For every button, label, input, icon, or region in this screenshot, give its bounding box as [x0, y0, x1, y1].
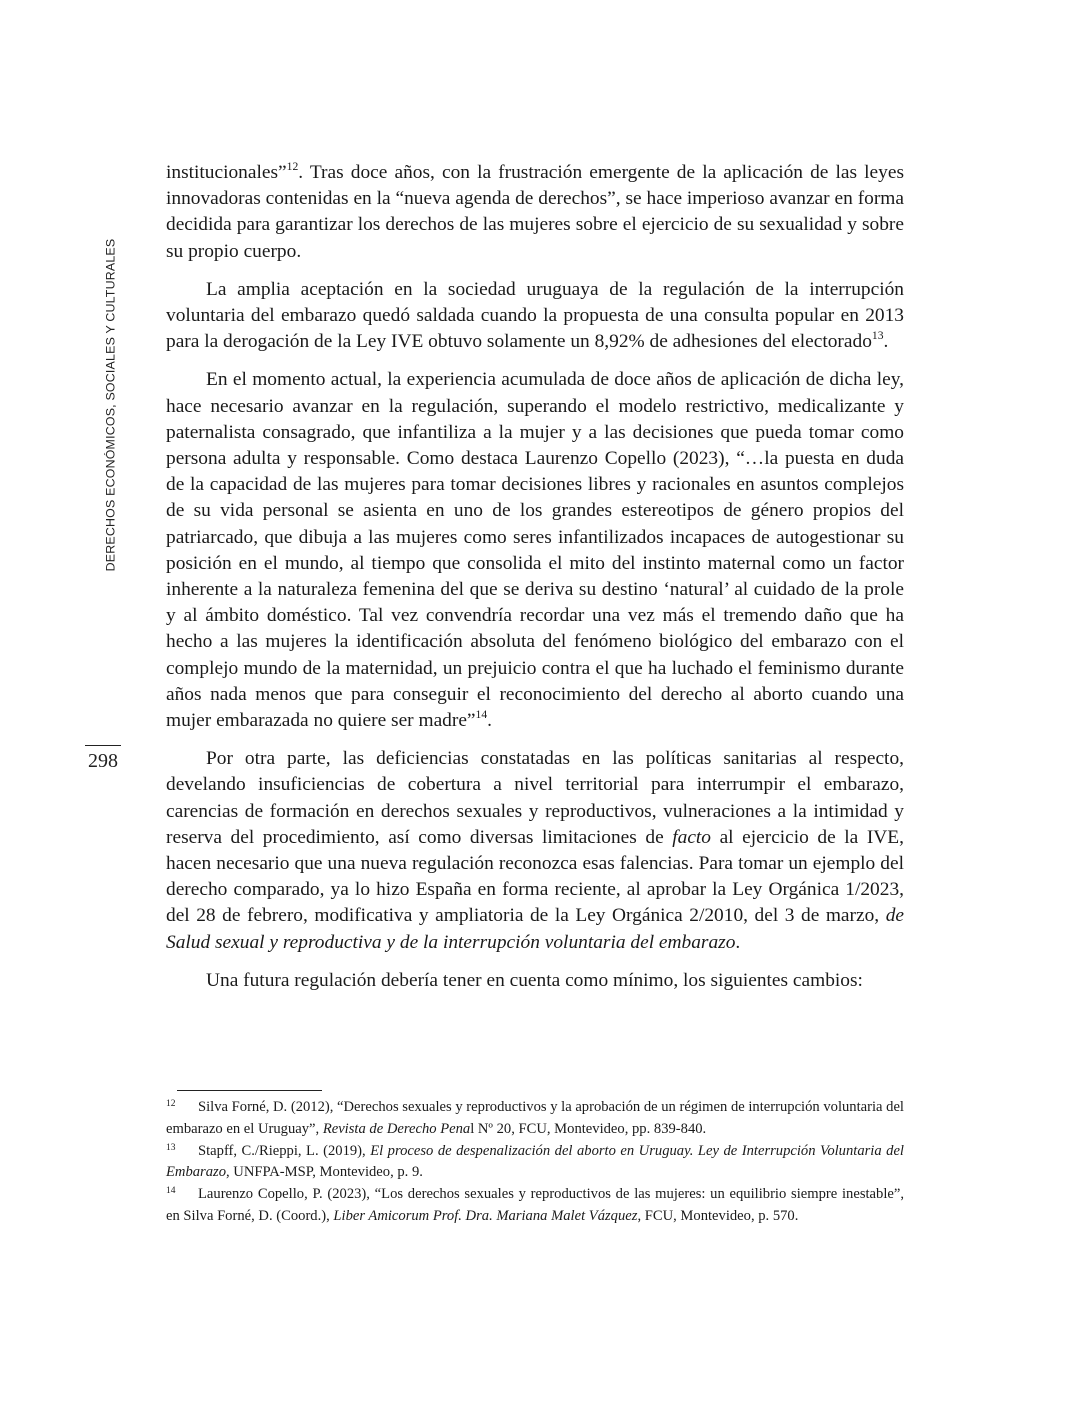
text-run: Stapff, C./Rieppi, L. (2019),	[198, 1142, 371, 1159]
page-number-rule	[85, 745, 121, 746]
text-run: Una futura regulación debería tener en cuenta como mínimo, los siguientes cambios:	[206, 969, 863, 991]
paragraph	[166, 160, 904, 265]
text-run: institucionales”	[166, 162, 287, 183]
text-run: Laurenzo Copello, P. (2023), “Los derechos sexuales y reproductivos de las mujeres: un equilibrio siempre inestable”, en Silva Forné, D. (Coord.),	[166, 1186, 904, 1224]
italic-text: El proceso de despenalización del aborto en Uruguay. Ley de Interrupción Voluntaria del Embarazo	[166, 1142, 904, 1181]
text-run: Silva Forné, D. (2012), “Derechos sexuales y reproductivos y la aprobación de un régimen de interrupción voluntaria del embarazo en el Uruguay”,	[166, 1099, 904, 1137]
footnote: 14 Laurenzo Copello, P. (2023), “Los derechos sexuales y reproductivos de las mujeres: un equilibrio siempre inestable”, en Silva Forné, D. (Coord.), Liber Amicorum Prof. Dra. Mariana Malet Vázquez, FCU, Montevideo, p. 570.	[166, 1186, 904, 1224]
text-run: . Tras doce años, con la frustración emergente de la aplicación de las leyes innovadoras contenidas en la “nueva agenda de derechos”, se hace imperioso avanzar en forma decidida para garantizar los derechos de las mujeres sobre el ejercicio de su sexualidad y sobre su propio cuerpo.	[166, 162, 904, 262]
footnote: 13 Stapff, C./Rieppi, L. (2019), El proceso de despenalización del aborto en Uruguay. Ley de Interrupción Voluntaria del Embarazo, UNFPA-MSP, Montevideo, p. 9.	[166, 1142, 904, 1181]
footnote-ref: 12	[286, 159, 299, 173]
footnotes	[166, 1097, 904, 1228]
italic-text: Liber Amicorum Prof. Dra. Mariana Malet Vázquez	[333, 1207, 638, 1224]
paragraph	[166, 968, 904, 994]
footnote: 12 Silva Forné, D. (2012), “Derechos sexuales y reproductivos y la aprobación de un régimen de interrupción voluntaria del embarazo en el Uruguay”, Revista de Derecho Penal Nº 20, FCU, Montevideo, pp. 839-840.	[166, 1099, 904, 1137]
running-head	[62, 238, 158, 572]
text-run: .	[735, 931, 741, 953]
italic-text: de Salud sexual y reproductiva y de la interrupción voluntaria del embarazo	[166, 905, 904, 953]
footnote-separator	[177, 1090, 322, 1091]
italic-text: facto	[672, 826, 712, 848]
italic-text: Revista de Derecho Pena	[322, 1120, 471, 1137]
text-run: .	[883, 331, 889, 353]
footnote-ref: 13	[871, 329, 884, 343]
running-head-text: DERECHOS ECONÓMICOS, SOCIALES Y CULTURALES	[103, 238, 118, 572]
page-number: 298	[88, 750, 118, 772]
text-run: l Nº 20, FCU, Montevideo, pp. 839-840.	[470, 1120, 707, 1137]
paragraph	[166, 367, 904, 734]
text-run: Por otra parte, las deficiencias constatadas en las políticas sanitarias al respecto, develando insuficiencias de cobertura a nivel territorial para interrumpir el embarazo, carencias de formación en derechos sexuales y reproductivos, vulneraciones a la intimidad y reserva del procedimiento, así como diversas limitaciones de	[166, 748, 904, 848]
text-run: al ejercicio de la IVE, hacen necesario que una nueva regulación reconozca esas falencias. Para tomar un ejemplo del derecho comparado, ya lo hizo España en forma reciente, al aprobar la Ley Orgánica 1/2023, del 28 de febrero, modificativa y ampliatoria de la Ley Orgánica 2/2010, del 3 de marzo,	[166, 826, 905, 927]
text-run: , FCU, Montevideo, p. 570.	[637, 1207, 799, 1224]
footnote-ref: 14	[475, 707, 488, 721]
text-run: En el momento actual, la experiencia acumulada de doce años de aplicación de dicha ley, hace necesario avanzar en la regulación, superando el modelo restrictivo, medicalizante y paternalista consagrado, que infantiliza a la mujer y a las decisiones que pueda tomar como persona adulta y responsable. Como destaca Laurenzo Copello (2023), “…la puesta en duda de la capacidad de las mujeres para tomar decisiones libres y racionales en asuntos complejos de su vida personal se asienta en uno de los grandes estereotipos de género propios del patriarcado, que dibuja a las mujeres como seres infantilizados incapaces de autogestionar su posición en el mundo, al tiempo que consolida el mito del instinto maternal como un factor inherente a la naturaleza femenina del que se deriva su destino ‘natural’ al cuidado de la prole y al ámbito doméstico. Tal vez convendría recordar una vez más el tremendo daño que ha hecho a las mujeres la identificación absoluta del fenómeno biológico del embarazo con el complejo mundo de la maternidad, un prejuicio contra el que ha luchado el feminismo durante años nada menos que para conseguir el reconocimiento del derecho al aborto cuando una mujer embarazada no quiere ser madre”	[166, 369, 904, 732]
text-run: .	[487, 710, 493, 732]
paragraph	[166, 746, 904, 956]
paragraph	[166, 277, 904, 356]
text-run: La amplia aceptación en la sociedad uruguaya de la regulación de la interrupción voluntaria del embarazo quedó saldada cuando la propuesta de una consulta popular en 2013 para la derogación de la Ley IVE obtuvo solamente un 8,92% de adhesiones del electorado	[166, 278, 904, 353]
body-text	[166, 160, 904, 1006]
text-run: , UNFPA-MSP, Montevideo, p. 9.	[226, 1164, 423, 1181]
